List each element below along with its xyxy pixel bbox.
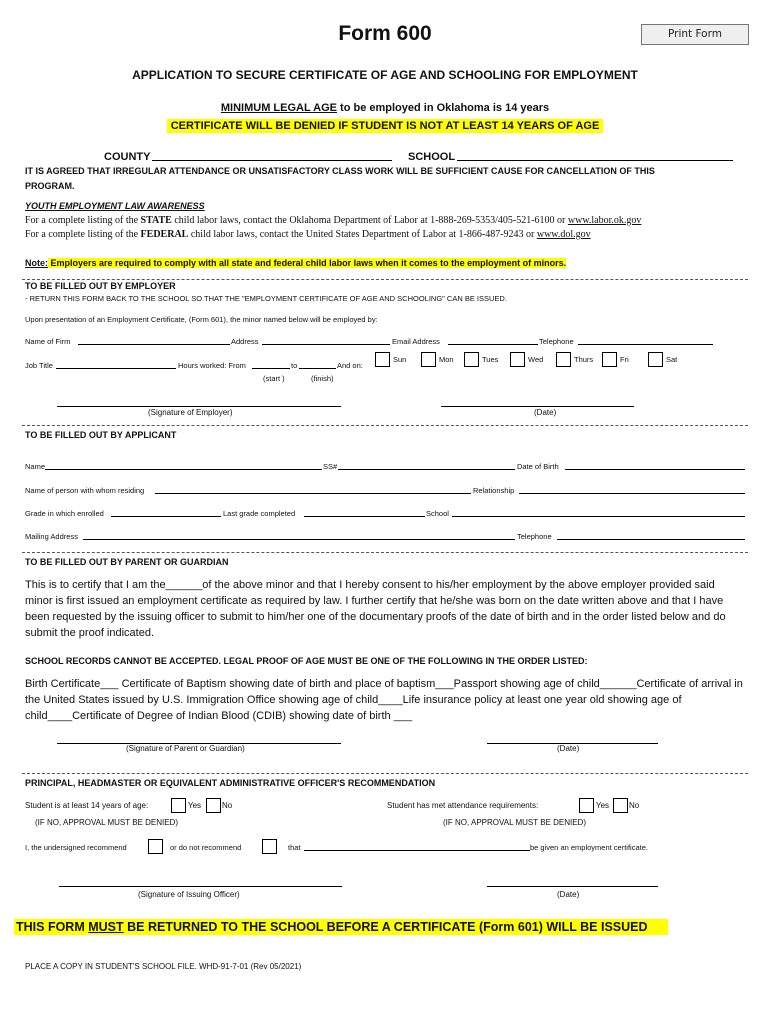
age-no-checkbox[interactable] — [206, 798, 221, 813]
day-label-mon: Mon — [439, 355, 454, 364]
employer-date-label: (Date) — [534, 408, 557, 417]
age-no-label: No — [222, 801, 233, 810]
employer-instruction: - RETURN THIS FORM BACK TO THE SCHOOL SO THAT THE "EMPLOYMENT CERTIFICATE OF AGE AND SCHOOLING" CAN BE ISSUED. — [25, 294, 507, 303]
day-checkbox-sun[interactable] — [375, 352, 390, 367]
county-field[interactable] — [152, 160, 392, 161]
officer-date-label: (Date) — [557, 890, 580, 899]
job-title-field[interactable] — [56, 368, 176, 369]
be-given-label: be given an employment certificate. — [530, 843, 648, 852]
address-field[interactable] — [262, 344, 390, 345]
email-field[interactable] — [448, 344, 538, 345]
employer-intro: Upon presentation of an Employment Certificate, (Form 601), the minor named below will be employed by: — [25, 315, 378, 324]
attendance-no-checkbox[interactable] — [613, 798, 628, 813]
min-age-line — [0, 102, 770, 114]
age-if-no-note: (IF NO, APPROVAL MUST BE DENIED) — [35, 818, 178, 827]
agreement-text-2: PROGRAM. — [25, 181, 75, 191]
officer-date-field[interactable] — [487, 886, 658, 887]
print-form-button[interactable]: Print Form — [641, 24, 749, 45]
last-grade-label: Last grade completed — [223, 509, 296, 518]
applicant-name-label: Name — [25, 462, 46, 471]
denied-notice-wrap — [0, 120, 770, 132]
note-line — [25, 258, 566, 268]
note-label: Note: — [25, 258, 48, 268]
employer-heading: TO BE FILLED OUT BY EMPLOYER — [25, 281, 176, 291]
awareness-heading: YOUTH EMPLOYMENT LAW AWARENESS — [25, 201, 205, 211]
undersigned-label: I, the undersigned recommend — [25, 843, 127, 852]
dob-field[interactable] — [565, 469, 745, 470]
job-title-label: Job Title — [25, 361, 53, 370]
ssn-label: SS# — [323, 462, 338, 471]
day-label-thurs: Thurs — [574, 355, 594, 364]
finish-label: (finish) — [311, 374, 334, 383]
principal-heading: PRINCIPAL, HEADMASTER OR EQUIVALENT ADMINISTRATIVE OFFICER'S RECOMMENDATION — [25, 778, 436, 788]
day-label-fri: Fri — [620, 355, 629, 364]
applicant-telephone-label: Telephone — [517, 532, 552, 541]
state-laws-line — [25, 215, 641, 226]
last-grade-field[interactable] — [304, 516, 425, 517]
attendance-if-no-note: (IF NO, APPROVAL MUST BE DENIED) — [443, 818, 586, 827]
age-yes-label: Yes — [188, 801, 202, 810]
state-post: child labor laws, contact the Oklahoma Department of Labor at 1-888-269-5353/405-521-6100 or — [171, 215, 568, 226]
telephone-field[interactable] — [578, 344, 713, 345]
copy-note: PLACE A COPY IN STUDENT'S SCHOOL FILE. WHD-91-7-01 (Rev 05/2021) — [25, 962, 302, 971]
parent-signature-label: (Signature of Parent or Guardian) — [126, 744, 245, 753]
parent-date-label: (Date) — [557, 744, 580, 753]
relationship-field[interactable] — [519, 493, 745, 494]
federal-url-link[interactable]: www.dol.gov — [536, 229, 591, 240]
day-checkbox-tues[interactable] — [464, 352, 479, 367]
state-word: STATE — [140, 215, 172, 226]
note-text: Employers are required to comply with all state and federal child labor laws when it comes to the employment of minors. — [48, 258, 567, 268]
records-notice: SCHOOL RECORDS CANNOT BE ACCEPTED. LEGAL PROOF OF AGE MUST BE ONE OF THE FOLLOWING IN THE ORDER LISTED: — [25, 656, 588, 666]
employer-signature-label: (Signature of Employer) — [148, 408, 233, 417]
email-label: Email Address — [392, 337, 440, 346]
proofs-paragraph: Birth Certificate___ Certificate of Baptism showing date of birth and place of baptism___Passport showing age of child______Certificate of arrival in the United States issued by U.S. Immigration Office showing age of child____Life insurance policy at least one year old showing age of child____Certificate of Degree of Indian Blood (CDIB) showing date of birth ___ — [25, 678, 743, 722]
residing-label: Name of person with whom residing — [25, 486, 145, 495]
employer-signature-field[interactable] — [57, 406, 341, 407]
dob-label: Date of Birth — [517, 462, 559, 471]
day-checkbox-fri[interactable] — [602, 352, 617, 367]
day-checkbox-sat[interactable] — [648, 352, 663, 367]
agreement-text: IT IS AGREED THAT IRREGULAR ATTENDANCE OR UNSATISFACTORY CLASS WORK WILL BE SUFFICIENT CAUSE FOR CANCELLATION OF THIS — [25, 166, 655, 176]
state-pre: For a complete listing of the — [25, 215, 141, 226]
not-recommend-checkbox[interactable] — [262, 839, 277, 854]
telephone-label: Telephone — [539, 337, 574, 346]
federal-post: child labor laws, contact the United States Department of Labor at 1-866-487-9243 or — [188, 229, 537, 240]
day-label-sat: Sat — [666, 355, 678, 364]
day-label-wed: Wed — [528, 355, 544, 364]
attendance-yes-checkbox[interactable] — [579, 798, 594, 813]
denied-notice: CERTIFICATE WILL BE DENIED IF STUDENT IS NOT AT LEAST 14 YEARS OF AGE — [167, 119, 604, 133]
grade-enrolled-field[interactable] — [111, 516, 221, 517]
grade-enrolled-label: Grade in which enrolled — [25, 509, 104, 518]
officer-signature-label: (Signature of Issuing Officer) — [138, 890, 240, 899]
and-on-label: And on: — [337, 361, 363, 370]
form-title: Form 600 — [338, 22, 432, 45]
form-subtitle: APPLICATION TO SECURE CERTIFICATE OF AGE AND SCHOOLING FOR EMPLOYMENT — [132, 68, 638, 82]
hours-to-field[interactable] — [299, 368, 336, 369]
relationship-label: Relationship — [473, 486, 515, 495]
mailing-label: Mailing Address — [25, 532, 78, 541]
address-label: Address — [231, 337, 259, 346]
day-label-tues: Tues — [482, 355, 499, 364]
applicant-telephone-field[interactable] — [557, 539, 745, 540]
student-name-field[interactable] — [304, 850, 530, 851]
applicant-school-field[interactable] — [452, 516, 745, 517]
age-question: Student is at least 14 years of age: — [25, 801, 149, 810]
residing-field[interactable] — [155, 493, 471, 494]
age-yes-checkbox[interactable] — [171, 798, 186, 813]
federal-word: FEDERAL — [140, 229, 189, 240]
state-url-link[interactable]: www.labor.ok.gov — [567, 215, 642, 226]
divider — [22, 425, 748, 426]
federal-pre: For a complete listing of the — [25, 229, 141, 240]
school-label: SCHOOL — [408, 151, 456, 163]
applicant-heading: TO BE FILLED OUT BY APPLICANT — [25, 430, 177, 440]
federal-laws-line — [25, 229, 591, 240]
applicant-school-label: School — [426, 509, 449, 518]
officer-signature-field[interactable] — [59, 886, 342, 887]
attendance-yes-label: Yes — [596, 801, 610, 810]
to-label: to — [291, 361, 298, 370]
start-label: (start ) — [263, 374, 285, 383]
attendance-no-label: No — [629, 801, 640, 810]
min-age-rest: to be employed in Oklahoma is 14 years — [336, 102, 550, 114]
day-checkbox-wed[interactable] — [510, 352, 525, 367]
hours-label: Hours worked: From — [178, 361, 246, 370]
recommend-checkbox[interactable] — [148, 839, 163, 854]
day-checkbox-thurs[interactable] — [556, 352, 571, 367]
firm-label: Name of Firm — [25, 337, 71, 346]
divider — [22, 279, 748, 280]
day-label-sun: Sun — [393, 355, 407, 364]
ssn-field[interactable] — [338, 469, 515, 470]
county-label: COUNTY — [104, 151, 151, 163]
divider — [22, 552, 748, 553]
divider — [22, 773, 748, 774]
not-recommend-label: or do not recommend — [170, 843, 242, 852]
parent-heading: TO BE FILLED OUT BY PARENT OR GUARDIAN — [25, 557, 229, 567]
mailing-field[interactable] — [83, 539, 515, 540]
banner-pre: THIS FORM — [16, 920, 89, 934]
that-label: that — [288, 843, 301, 852]
min-age-lead: MINIMUM LEGAL AGE — [220, 102, 337, 114]
parent-consent-paragraph: This is to certify that I am the______of the above minor and that I hereby consent to his/her employment by the above employer provided said minor is first issued an employment certificate as required by law. I further certify that he/she was born on the date written above and that I have been requested by the issuing officer to submit to him/her one of the documentary proofs of the date of birth and in the order listed below and do submit the proof indicated. — [25, 579, 726, 639]
firm-field[interactable] — [78, 344, 230, 345]
day-checkbox-mon[interactable] — [421, 352, 436, 367]
banner-post: BE RETURNED TO THE SCHOOL BEFORE A CERTIFICATE (Form 601) WILL BE ISSUED — [123, 920, 648, 934]
applicant-name-field[interactable] — [45, 469, 322, 470]
return-banner — [14, 919, 668, 935]
employer-date-field[interactable] — [441, 406, 634, 407]
hours-from-field[interactable] — [252, 368, 290, 369]
attendance-question: Student has met attendance requirements: — [387, 801, 539, 810]
school-field[interactable] — [457, 160, 733, 161]
banner-must: MUST — [88, 920, 124, 934]
